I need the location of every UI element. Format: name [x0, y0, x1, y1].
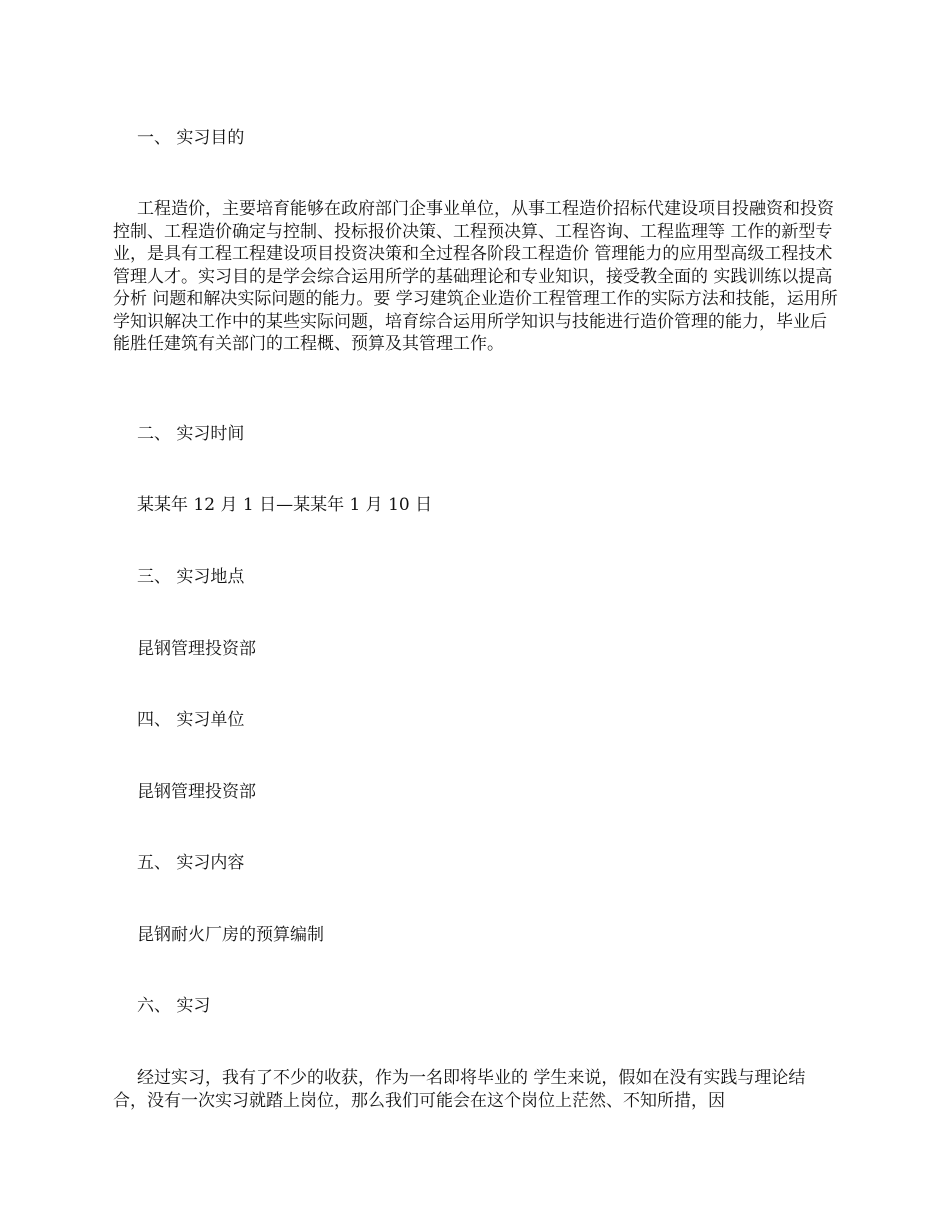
paragraph-location: 昆钢管理投资部: [137, 639, 256, 659]
section-heading-internship: 六、 实习: [137, 996, 211, 1016]
paragraph-unit: 昆钢管理投资部: [137, 782, 256, 802]
section-heading-time: 二、 实习时间: [137, 424, 245, 444]
paragraph-purpose: 工程造价，主要培育能够在政府部门企事业单位，从事工程造价招标代建设项目投融资和投资控制、工程造价确定与控制、投标报价决策、工程预决算、工程咨询、工程监理等 工作的新型专业，是具有工程工程建设项目投资决策和全过程各阶段工程造价 管理能力的应用型高级工程技术管理人才。实习目的是学会综合运用所学的基础理论和专业知识，接受教全面的 实践训练以提高 分析 问题和解决实际问题的能力。要 学习建筑企业造价工程管理工作的实际方法和技能，运用所学知识解决工作中的某些实际问题，培育综合运用所学知识与技能进行造价管理的能力，毕业后能胜任建筑有关部门的工程概、预算及其管理工作。: [113, 199, 838, 354]
paragraph-time: 某某年 12 月 1 日—某某年 1 月 10 日: [137, 495, 433, 515]
section-heading-location: 三、 实习地点: [137, 567, 245, 587]
section-heading-content: 五、 实习内容: [137, 853, 245, 873]
paragraph-content: 昆钢耐火厂房的预算编制: [137, 925, 324, 945]
section-heading-purpose: 一、 实习目的: [137, 128, 245, 148]
paragraph-internship: 经过实习，我有了不少的收获，作为一名即将毕业的 学生来说，假如在没有实践与理论结合，没有一次实习就踏上岗位，那么我们可能会在这个岗位上茫然、不知所措，因: [113, 1068, 806, 1111]
section-heading-unit: 四、 实习单位: [137, 710, 245, 730]
